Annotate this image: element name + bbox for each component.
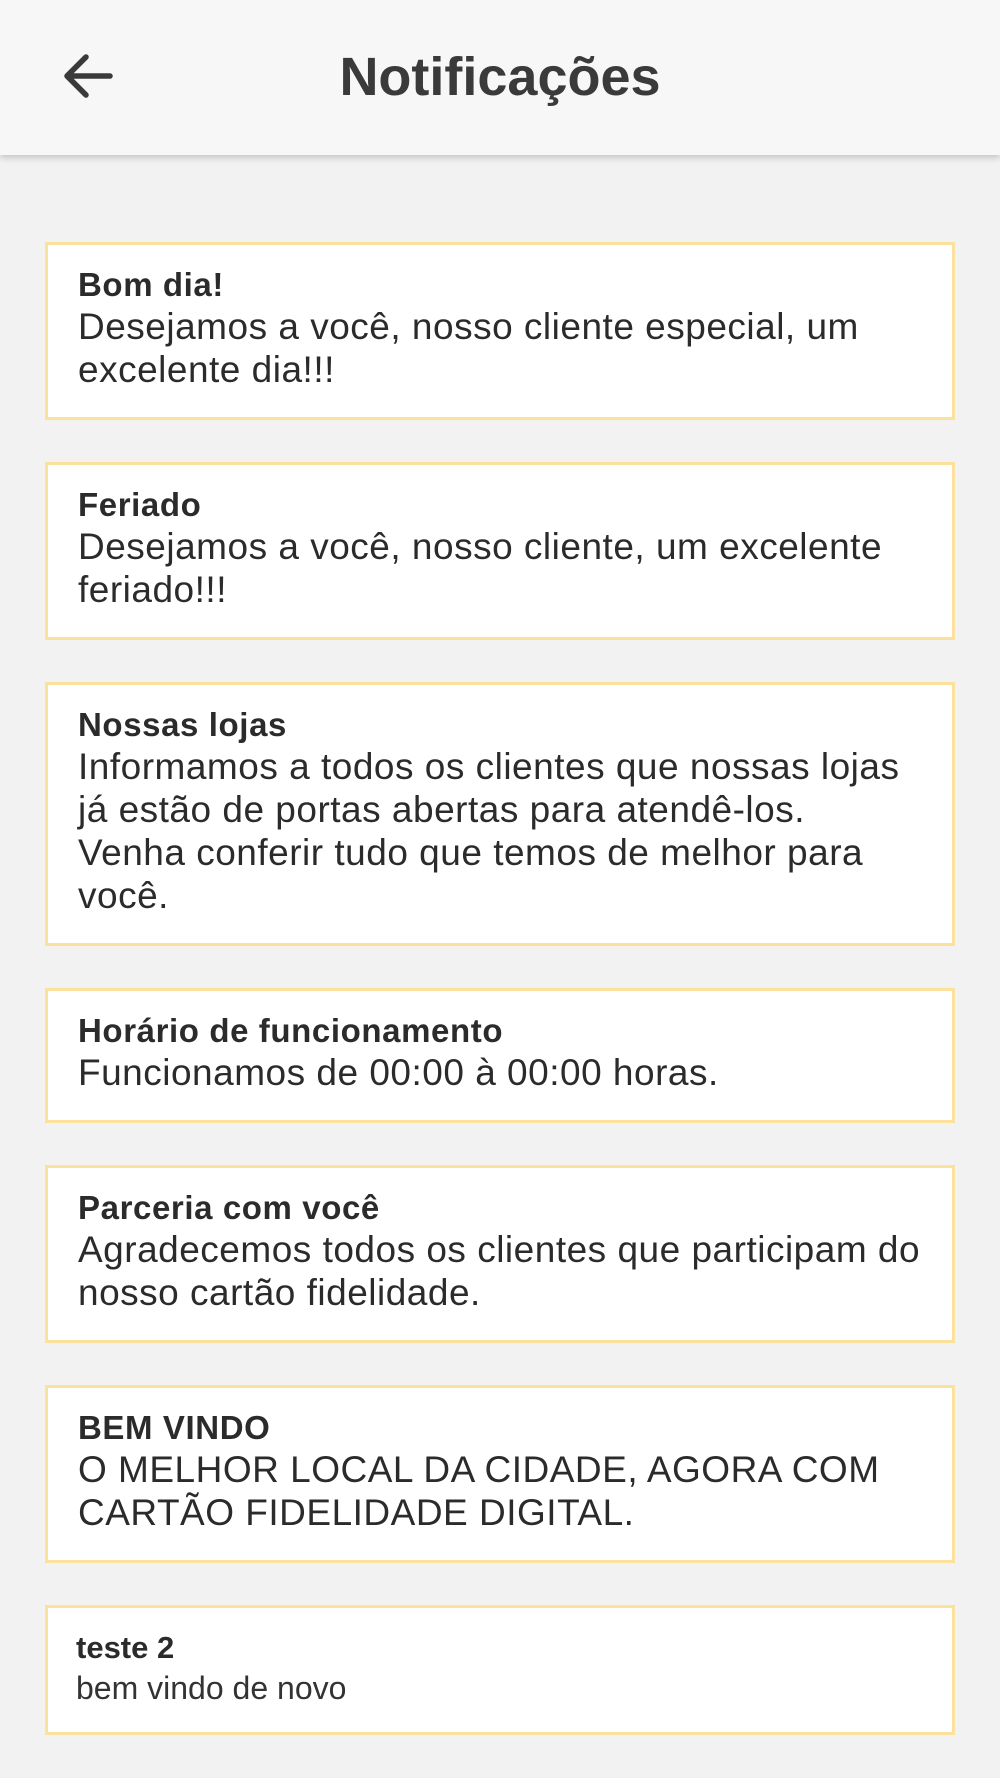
notification-title: Parceria com você: [78, 1189, 380, 1226]
page-title: Notificações: [339, 47, 661, 107]
notification-list: [45, 242, 955, 1777]
notification-title: Horário de funcionamento: [78, 1012, 504, 1049]
notification-title: teste 2: [76, 1630, 175, 1665]
notification-body: Informamos a todos os clientes que nossas lojas já estão de portas abertas para atendê-los. Venha conferir tudo que temos de melhor para você.: [78, 746, 900, 916]
notification-title: Nossas lojas: [78, 706, 287, 743]
notification-title: BEM VINDO: [78, 1409, 271, 1446]
notification-card[interactable]: [45, 1165, 955, 1343]
notification-body: Desejamos a você, nosso cliente, um excelente feriado!!!: [78, 526, 883, 610]
notification-card[interactable]: [45, 682, 955, 946]
notification-body: O MELHOR LOCAL DA CIDADE, AGORA COM CARTÃO FIDELIDADE DIGITAL.: [78, 1449, 880, 1533]
notification-card[interactable]: [45, 1605, 955, 1735]
notification-title: Feriado: [78, 486, 202, 523]
app-bar: [0, 0, 1000, 155]
notification-body: bem vindo de novo: [76, 1670, 347, 1706]
notification-card[interactable]: [45, 988, 955, 1123]
notification-card[interactable]: [45, 462, 955, 640]
notification-body: Agradecemos todos os clientes que participam do nosso cartão fidelidade.: [78, 1229, 921, 1313]
notification-body: Funcionamos de 00:00 à 00:00 horas.: [78, 1052, 719, 1093]
notification-card[interactable]: [45, 1385, 955, 1563]
notification-body: Desejamos a você, nosso cliente especial, um excelente dia!!!: [78, 306, 859, 390]
notification-title: Bom dia!: [78, 266, 224, 303]
notification-card[interactable]: [45, 242, 955, 420]
